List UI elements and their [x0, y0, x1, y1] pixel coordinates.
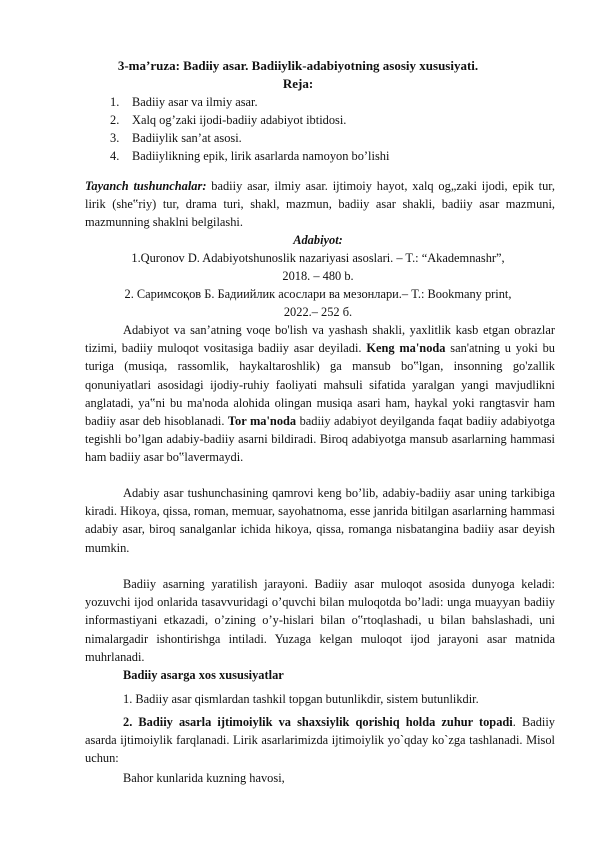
paragraph-1-text: Adabiyot va san’atning voqe bo'lish va yashash shakli, yaxlitlik kasb etgan obrazlar tizimi, badiiy muloqot vositasiga badiiy asar deyiladi. [85, 323, 555, 356]
plan-heading: Reja: [282, 76, 314, 91]
lecture-title: 3-ma’ruza: Badiiy asar. Badiiylik-adabiyotning asosiy xususiyati. [117, 58, 479, 73]
key-terms-text: badiiy asar, ilmiy asar. ijtimoiy hayot, xalq og„zaki ijodi, epik tur, lirik (she‟riy) tur, drama turi, shakl, mazmun, badiiy asar shakli, badiiy asar mazmuni, mazmunning shaklni belgilashi. [85, 179, 556, 230]
feature-item-2 [85, 713, 555, 768]
paragraph-1-text: san'atning u yoki bu turiga (musiqa, rassomlik, haykaltaroshlik) ga mansub bo‟lgan, insonning go'zallik qonuniyatlari asosidagi ijodiy-ruhiy faoliyati mahsuli sifatida yaralgan yangi mavjudlikni anglatadi, ya‟ni bu ma'noda alohida olingan musiqa asari ham, haykal yoki rangtasvir ham badiiy asar deb hisoblanadi. [85, 341, 555, 429]
feature-item-2-text: . Badiiy asarda ijtimoiylik farqlanadi. Lirik asarlarimizda ijtimoiylik yo`qday ko`zga tashlanadi. Misol uchun: [85, 715, 555, 766]
plan-item [110, 147, 389, 165]
plan-item-text: Xalq og’zaki ijodi-badiiy adabiyot ibtidosi. [132, 113, 347, 127]
plan-list [110, 93, 389, 165]
plan-item-number: 4. [110, 149, 120, 163]
plan-item-text: Badiiylik san’at asosi. [132, 131, 242, 145]
plan-item [110, 129, 389, 147]
plan-item [110, 111, 389, 129]
plan-item [110, 93, 389, 111]
plan-item-text: Badiiylikning epik, lirik asarlarda namoyon bo’lishi [132, 149, 390, 163]
term-broad-sense: Keng ma'noda [366, 341, 446, 356]
reference-2-line1: 2. Саримсоқов Б. Бадиийлик асослари ва мезонлари.– T.: Bookmany print, [124, 287, 512, 301]
feature-item-2-heading: 2. Badiiy asarla ijtimoiylik va shaxsiylik qorishiq holda zuhur topadi [123, 715, 513, 729]
plan-item-text: Badiiy asar va ilmiy asar. [132, 95, 258, 109]
term-narrow-sense: Tor ma'noda [227, 414, 297, 429]
paragraph-2: Adabiy asar tushunchasining qamrovi keng bo’lib, adabiy-badiiy asar uning tarkibiga kiradi. Hikoya, qissa, roman, memuar, sayohatnoma, esse janrida bitilgan asarlarning hammasi adabiy asar, biroq sanalganlar ichida hikoya, qissa, romanga nisbatangina badiiy asar deyish mumkin. [85, 486, 555, 555]
references-heading: Adabiyot: [293, 233, 343, 247]
key-terms [85, 177, 555, 232]
reference-1-line1: 1.Quronov D. Adabiyotshunoslik nazariyasi asoslari. – T.: “Akademnashr”, [131, 251, 505, 265]
feature-item-1: 1. Badiiy asar qismlardan tashkil topgan butunlikdir, sistem butunlikdir. [123, 692, 479, 706]
paragraph-1 [85, 321, 555, 467]
plan-item-number: 1. [110, 95, 120, 109]
section-heading: Badiiy asarga xos xususiyatlar [123, 668, 284, 682]
plan-item-number: 3. [110, 131, 120, 145]
plan-item-number: 2. [110, 113, 120, 127]
key-terms-label: Tayanch tushunchalar: [85, 179, 207, 193]
reference-1-line2: 2018. – 480 b. [282, 269, 354, 283]
reference-2-line2: 2022.– 252 б. [283, 305, 353, 319]
verse-line: Bahor kunlarida kuzning havosi, [123, 771, 285, 785]
paragraph-3: Badiiy asarning yaratilish jarayoni. Badiiy asar muloqot asosida dunyoga keladi: yozuvchi ijod onlarida tasavvuridagi o’quvchi bilan muloqotda bo’ladi: unga muayyan badiiy informastiyani etkazadi, o’zining o’y-hislari bilan o‟rtoqlashadi, u bilan bahslashadi, uni nimalargadir ishontirishga intiladi. Yuzaga kelgan muloqot ijod jarayoni asar matnida muhrlanadi. [85, 577, 555, 664]
paragraph-1-text: badiiy adabiyot deyilganda faqat badiiy adabiyotga tegishli bo’lgan adabiy-badiiy asarni bildiradi. Biroq adabiyotga mansub asarlarning hammasi ham badiiy asar bo‟lavermaydi. [85, 414, 556, 465]
